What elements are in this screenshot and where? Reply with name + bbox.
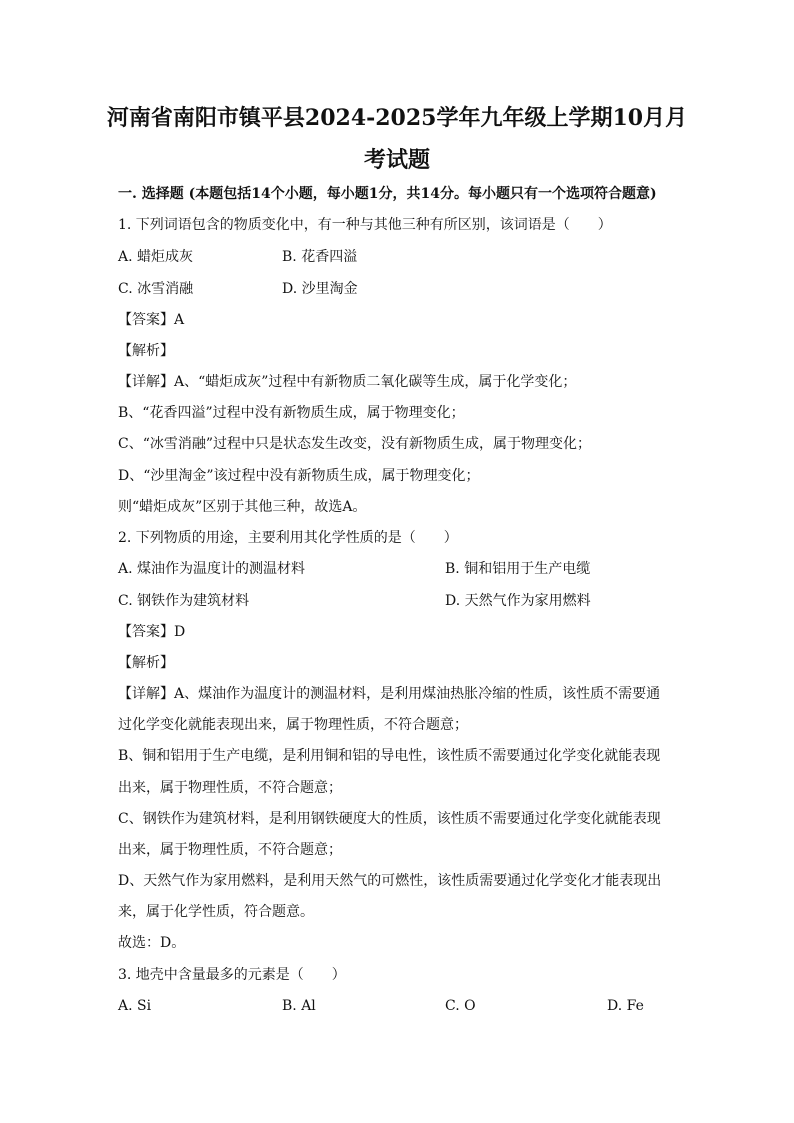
question-3-stem: 3. 地壳中含量最多的元素是（ ）: [118, 967, 346, 983]
question-1-answer: 【答案】A: [118, 312, 185, 328]
question-1-stem: 1. 下列词语包含的物质变化中，有一种与其他三种有所区别，该词语是（ ）: [118, 217, 612, 233]
question-1-analysis-label: 【解析】: [118, 343, 174, 359]
question-1-detail-line: B、“花香四溢”过程中没有新物质生成，属于物理变化；: [118, 405, 465, 421]
question-3-option-d: D. Fe: [607, 998, 644, 1014]
question-2-detail-line: 过化学变化就能表现出来，属于物理性质，不符合题意；: [118, 717, 468, 733]
question-2-answer: 【答案】D: [118, 624, 186, 640]
document-title-line-1: 河南省南阳市镇平县2024-2025学年九年级上学期10月月: [106, 105, 688, 131]
question-3-option-a: A. Si: [118, 998, 152, 1014]
question-2-option-d: D. 天然气作为家用燃料: [445, 593, 591, 609]
question-1-option-c: C. 冰雪消融: [118, 281, 194, 297]
question-1-option-d: D. 沙里淘金: [282, 281, 358, 297]
question-2-analysis-label: 【解析】: [118, 655, 174, 671]
question-2-detail-line: 出来，属于物理性质，不符合题意；: [118, 842, 342, 858]
question-1-detail-line: 【详解】A、“蜡炬成灰”过程中有新物质二氧化碳等生成，属于化学变化；: [118, 374, 577, 390]
question-2-detail-line: D、天然气作为家用燃料，是利用天然气的可燃性，该性质需要通过化学变化才能表现出: [118, 873, 662, 889]
question-2-detail-line: C、钢铁作为建筑材料，是利用钢铁硬度大的性质，该性质不需要通过化学变化就能表现: [118, 811, 661, 827]
question-1-detail-line: 则“蜡炬成灰”区别于其他三种，故选A。: [118, 499, 367, 515]
question-2-option-c: C. 钢铁作为建筑材料: [118, 593, 250, 609]
question-2-option-a: A. 煤油作为温度计的测温材料: [118, 561, 306, 577]
question-3-option-b: B. Al: [282, 998, 316, 1014]
question-2-stem: 2. 下列物质的用途，主要利用其化学性质的是（ ）: [118, 530, 458, 546]
question-1-option-a: A. 蜡炬成灰: [118, 249, 194, 265]
question-2-detail-line: 故选：D。: [118, 935, 186, 951]
question-2-detail-line: B、铜和铝用于生产电缆，是利用铜和铝的导电性，该性质不需要通过化学变化就能表现: [118, 748, 661, 764]
question-2-detail-line: 【详解】A、煤油作为温度计的测温材料，是利用煤油热胀冷缩的性质，该性质不需要通: [118, 686, 661, 702]
question-1-option-b: B. 花香四溢: [282, 249, 358, 265]
question-2-option-b: B. 铜和铝用于生产电缆: [445, 561, 591, 577]
question-1-detail-line: D、“沙里淘金”该过程中没有新物质生成，属于物理变化；: [118, 468, 480, 484]
question-2-detail-line: 出来，属于物理性质，不符合题意；: [118, 780, 342, 796]
document-title-line-2: 考试题: [363, 147, 430, 173]
question-3-option-c: C. O: [445, 998, 476, 1014]
question-1-detail-line: C、“冰雪消融”过程中只是状态发生改变，没有新物质生成，属于物理变化；: [118, 436, 592, 452]
section-header: 一. 选择题 (本题包括14个小题，每小题1分，共14分。每小题只有一个选项符合题意): [118, 186, 657, 202]
question-2-detail-line: 来，属于化学性质，符合题意。: [118, 904, 314, 920]
